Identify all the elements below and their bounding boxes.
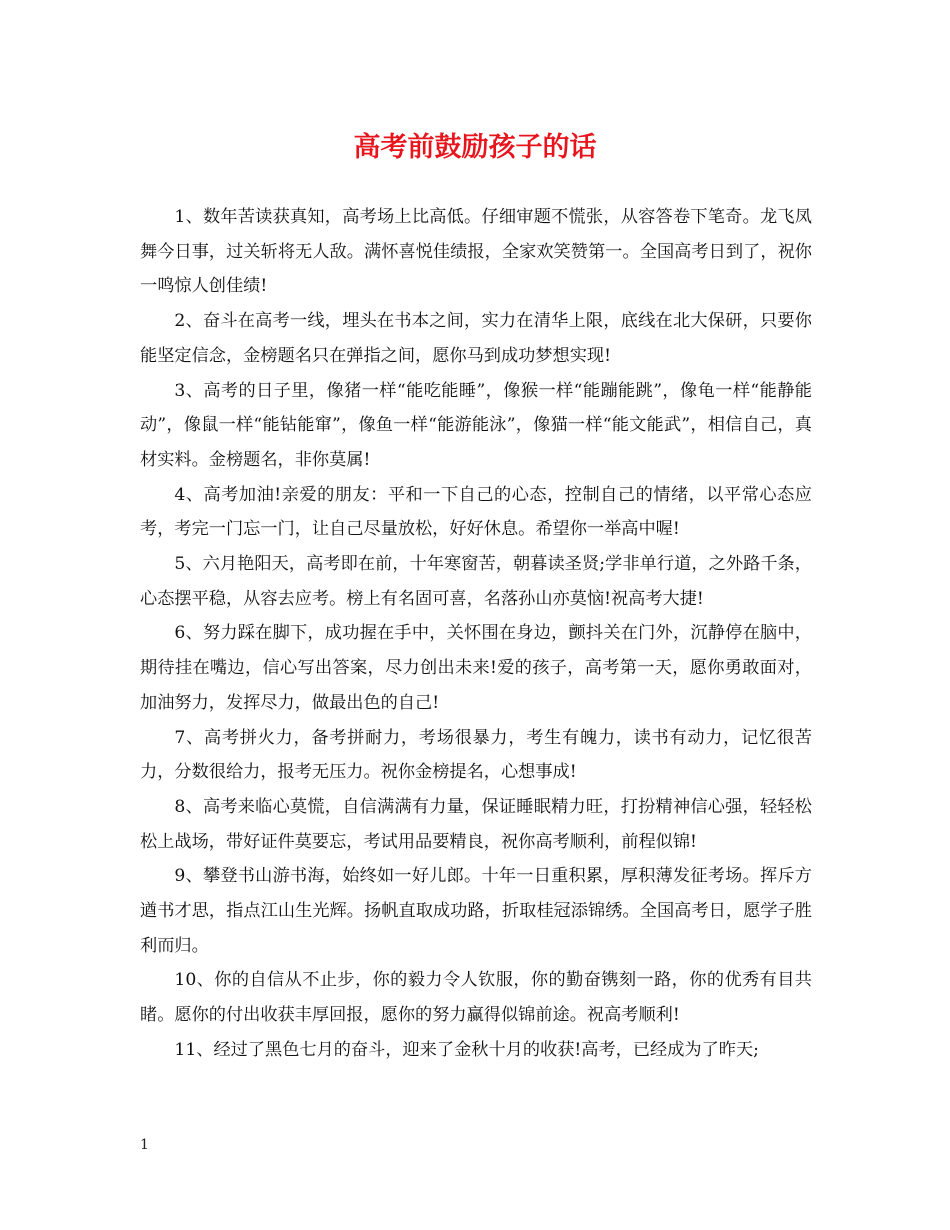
paragraph-4: 4、高考加油!亲爱的朋友：平和一下自己的心态，控制自己的情绪，以平常心态应考，考完一门忘一门，让自己尽量放松，好好休息。希望你一举高中喔! [140,484,812,540]
paragraph-1: 1、数年苦读获真知，高考场上比高低。仔细审题不慌张，从容答卷下笔奇。龙飞凤舞今日事，过关斩将无人敌。满怀喜悦佳绩报，全家欢笑赞第一。全国高考日到了，祝你一鸣惊人创佳绩! [140,207,812,297]
page-number: 1 [140,1137,149,1153]
paragraph-11: 11、经过了黑色七月的奋斗，迎来了金秋十月的收获!高考，已经成为了昨天; [174,1039,759,1060]
paragraph-3: 3、高考的日子里，像猪一样“能吃能睡”，像猴一样“能蹦能跳”，像龟一样“能静能动”，像鼠一样“能钻能窜”，像鱼一样“能游能泳”，像猫一样“能文能武”，相信自己，真材实料。金榜题名，非你莫属! [140,380,812,470]
paragraph-5: 5、六月艳阳天，高考即在前，十年寒窗苦，朝暮读圣贤;学非单行道，之外路千条，心态摆平稳，从容去应考。榜上有名固可喜，名落孙山亦莫恼!祝高考大捷! [140,554,812,609]
document-body [140,200,812,1068]
paragraph-6: 6、努力踩在脚下，成功握在手中，关怀围在身边，颤抖关在门外，沉静停在脑中，期待挂在嘴边，信心写出答案，尽力创出未来!爱的孩子，高考第一天，愿你勇敢面对，加油努力，发挥尽力，做最出色的自己! [140,623,812,713]
paragraph-9: 9、攀登书山游书海，始终如一好儿郎。十年一日重积累，厚积薄发征考场。挥斥方遒书才思，指点江山生光辉。扬帆直取成功路，折取桂冠添锦绣。全国高考日，愿学子胜利而归。 [140,866,812,956]
paragraph-8: 8、高考来临心莫慌，自信满满有力量，保证睡眠精力旺，打扮精神信心强，轻轻松松上战场，带好证件莫要忘，考试用品要精良，祝你高考顺利，前程似锦! [140,796,812,852]
paragraph-2: 2、奋斗在高考一线，埋头在书本之间，实力在清华上限，底线在北大保研，只要你能坚定信念，金榜题名只在弹指之间，愿你马到成功梦想实现! [140,311,812,366]
paragraph-7: 7、高考拼火力，备考拼耐力，考场很暴力，考生有魄力，读书有动力，记忆很苦力，分数很给力，报考无压力。祝你金榜提名，心想事成! [140,727,812,783]
page-title: 高考前鼓励孩子的话 [353,132,597,163]
paragraph-10: 10、你的自信从不止步，你的毅力令人钦服，你的勤奋镌刻一路，你的优秀有目共睹。愿你的付出收获丰厚回报，愿你的努力赢得似锦前途。祝高考顺利! [140,970,812,1026]
